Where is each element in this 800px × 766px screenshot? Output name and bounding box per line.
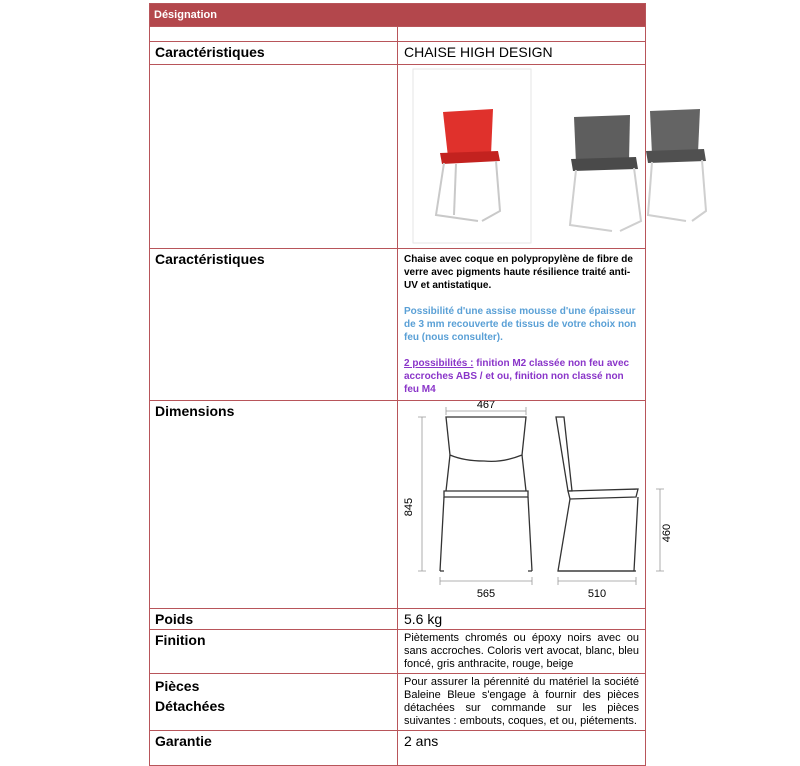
description-line3-rest: finition M2 classée non feu avec accroches ABS / et ou, finition non classé non feu M4: [404, 358, 630, 395]
photos-row: [150, 65, 646, 249]
dimension-lines: [418, 407, 664, 585]
garantie-row: [150, 731, 646, 766]
garantie-label: Garantie: [150, 731, 398, 766]
pieces-value: Pour assurer la pérennité du matériel la société Baleine Bleue s'engage à fournir des pièces détachées sur commande sur les pièces suivantes : embouts, coques, et ou, piétements.: [398, 674, 646, 731]
pieces-row: [150, 674, 646, 731]
dim-depth-side-label: 510: [587, 588, 607, 600]
poids-value: 5.6 kg: [398, 609, 646, 630]
finition-row: [150, 630, 646, 674]
designation-label: Caractéristiques: [150, 42, 398, 65]
header-row: [150, 4, 646, 27]
side-view-drawing: [556, 417, 638, 571]
spacer-row: [150, 27, 646, 42]
description-line3-lead: 2 possibilités :: [404, 358, 474, 369]
chair-photos-svg: [398, 65, 778, 248]
grey-chairs-image: [570, 109, 706, 231]
garantie-value: 2 ans: [398, 731, 646, 766]
dim-height-label: 845: [403, 497, 415, 517]
description-label: Caractéristiques: [150, 249, 398, 401]
front-view-drawing: [440, 417, 532, 571]
header-title: Désignation: [150, 4, 646, 27]
description-line3: [404, 357, 639, 396]
designation-row: [150, 42, 646, 65]
dimensions-drawing: [398, 401, 673, 609]
chair-photos: [398, 65, 646, 249]
dim-width-label: 467: [476, 401, 496, 411]
dimensions-row: [150, 401, 646, 609]
dim-seat-label: 460: [661, 523, 673, 543]
dimensions-svg: [398, 401, 778, 604]
product-sheet: [149, 3, 673, 766]
description-value: [398, 249, 646, 401]
designation-value: CHAISE HIGH DESIGN: [398, 42, 646, 65]
dim-depth-front-label: 565: [476, 588, 496, 600]
pieces-label: [150, 674, 398, 731]
description-line2: Possibilité d'une assise mousse d'une épaisseur de 3 mm recouverte de tissus de votre choix non feu (nous consulter).: [404, 306, 637, 343]
spec-table: [149, 3, 673, 766]
description-line1: Chaise avec coque en polypropylène de fibre de verre avec pigments haute résilience traité anti-UV et antistatique.: [404, 254, 633, 291]
dimensions-label: Dimensions: [150, 401, 398, 609]
pieces-label-line2: Détachées: [155, 698, 226, 714]
finition-label: Finition: [150, 630, 398, 674]
finition-value: Piètements chromés ou époxy noirs avec ou sans accroches. Coloris vert avocat, blanc, bleu foncé, gris anthracite, rouge, beige: [398, 630, 646, 674]
poids-row: [150, 609, 646, 630]
description-row: [150, 249, 646, 401]
poids-label: Poids: [150, 609, 398, 630]
pieces-label-line1: Pièces: [155, 678, 200, 694]
